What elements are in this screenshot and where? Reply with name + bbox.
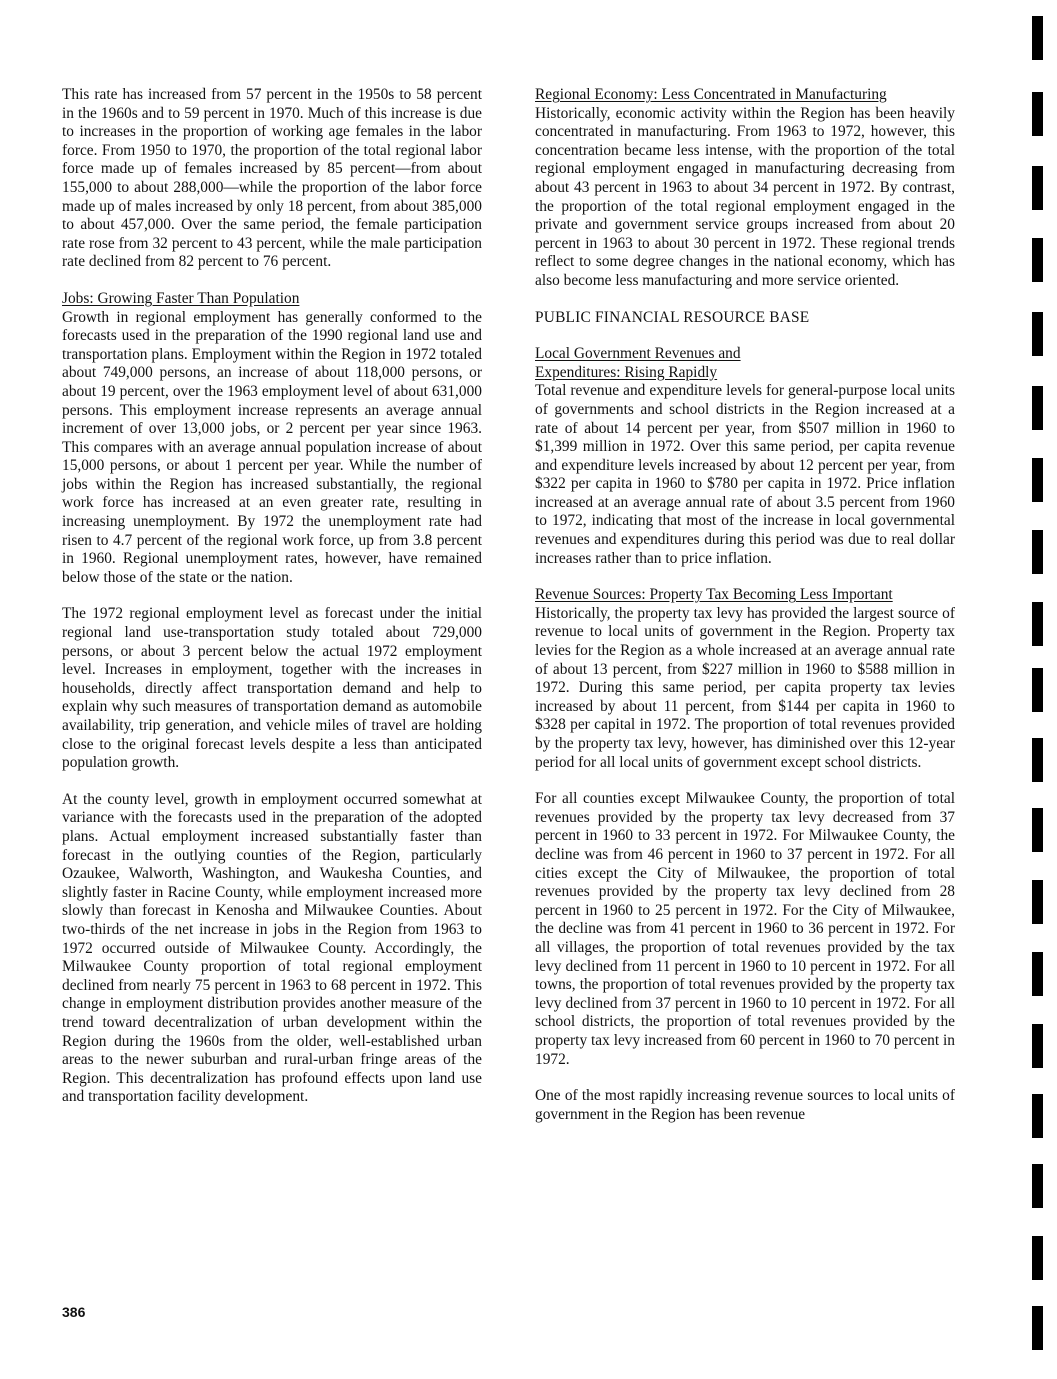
edge-mark <box>1032 1024 1043 1068</box>
body-paragraph: This rate has increased from 57 percent in the 1950s to 58 percent in the 1960s and to 59 percent in 1970. Much of this increase is due to increases in the proportion of working age females in the labor force. From 1950 to 1970, the proportion of the total regional labor force made up of females increased by 85 percent—from about 155,000 to about 288,000—while the proportion of the labor force made up of males increased by only 18 percent, from about 385,000 to about 457,000. Over the same period, the female participation rate rose from 32 percent to 43 percent, while the male participation rate declined from 82 percent to 76 percent. <box>62 86 482 271</box>
subsection-heading-revenues-line2: Expenditures: Rising Rapidly <box>535 363 718 381</box>
edge-mark <box>1032 1236 1043 1280</box>
body-paragraph: One of the most rapidly increasing revenue sources to local units of government in the Region has been revenue <box>535 1087 955 1123</box>
edge-mark <box>1032 668 1043 712</box>
section-heading: PUBLIC FINANCIAL RESOURCE BASE <box>535 308 810 326</box>
edge-mark <box>1032 92 1043 136</box>
edge-mark <box>1032 386 1043 430</box>
edge-mark <box>1032 738 1043 782</box>
subsection-heading-jobs: Jobs: Growing Faster Than Population <box>62 289 300 307</box>
edge-mark <box>1032 16 1043 60</box>
edge-mark <box>1032 808 1043 852</box>
right-column <box>535 86 955 1142</box>
body-paragraph: For all counties except Milwaukee County, the proportion of total revenues provided by the property tax levy decreased from 37 percent in 1960 to 33 percent in 1972. For Milwaukee County, the decline was from 46 percent in 1960 to 37 percent in 1972. For all cities except the City of Milwaukee, the proportion of total revenues provided by the property tax levy declined from 28 percent in 1960 to 25 percent in 1972. For the City of Milwaukee, the decline was from 41 percent in 1960 to 36 percent in 1972. For all villages, the proportion of total revenues provided by the tax levy declined from 11 percent in 1960 to 10 percent in 1972. For all towns, the proportion of total revenues provided by the property tax levy declined from 37 percent in 1960 to 10 percent in 1972. For all school districts, the proportion of total revenues provided by the property tax levy increased from 60 percent in 1960 to 70 percent in 1972. <box>535 790 955 1068</box>
subsection-heading-sources: Revenue Sources: Property Tax Becoming Less Important <box>535 586 893 604</box>
edge-mark <box>1032 312 1043 356</box>
edge-mark <box>1032 458 1043 502</box>
page-number: 386 <box>62 1304 86 1320</box>
body-paragraph: Historically, the property tax levy has provided the largest source of revenue to local units of government in the Region. Property tax levies for the Region as a whole increased at an average annual rate of about 13 percent, from $227 million in 1960 to $588 million in 1972. During this same period, per capita property tax levies increased by about 11 percent, from $144 per capita in 1960 to $328 per capital in 1972. The proportion of total revenues provided by the property tax levy, however, has diminished over this 12-year period for all local units of government except school districts. <box>535 604 955 771</box>
left-column <box>62 86 482 1125</box>
edge-mark <box>1032 1306 1043 1350</box>
body-paragraph: Historically, economic activity within the Region has been heavily concentrated in manufacturing. From 1963 to 1972, however, this concentration became less intense, with the proportion of the total regional employment engaged in manufacturing decreasing from about 43 percent in 1963 to about 34 percent in 1972. By contrast, the proportion of the total regional employment engaged in the private and government service groups increased from about 20 percent in 1963 to about 30 percent in 1972. These regional trends reflect to some degree changes in the national economy, which has also become less manufacturing and more service oriented. <box>535 104 955 289</box>
body-paragraph: Total revenue and expenditure levels for general-purpose local units of governments and school districts in the Region increased at a rate of about 14 percent per year, from $507 million in 1960 to $1,399 million in 1972. Over this same period, per capita revenue and expenditure levels increased by about 12 percent per year, from $322 per capita in 1960 to $780 per capita in 1972. Price inflation increased at an average annual rate of about 3.5 percent from 1960 to 1972, indicating that most of the increase in local governmental revenues and expenditures during this period was due to real dollar increases rather than to price inflation. <box>535 382 955 567</box>
body-paragraph: Growth in regional employment has generally conformed to the forecasts used in the preparation of the 1990 regional land use and transportation plans. Employment within the Region in 1972 totaled about 749,000 persons, an increase of about 118,000 persons, or about 19 percent, over the 1963 employment level of about 631,000 persons. This employment increase represents an average annual increment of over 13,000 jobs, or 2 percent per year since 1963. This compares with an average annual population increase of about 15,000 persons, or about 1 percent per year. While the number of jobs within the Region has increased substantially, the regional work force has increased at an even greater rate, resulting in increasing unemployment. By 1972 the unemployment rate had risen to 4.7 percent of the regional work force, up from 3.8 percent in 1960. Regional unemployment rates, however, have remained below those of the state or the nation. <box>62 308 482 586</box>
edge-mark <box>1032 530 1043 574</box>
body-paragraph: The 1972 regional employment level as forecast under the initial regional land use-transportation study totaled about 729,000 persons, or about 3 percent below the actual 1972 employment level. Increases in employment, together with the increases in households, directly affect transportation demand and help to explain why such measures of transportation demand as automobile availability, trip generation, and vehicle miles of travel are holding close to the original forecast levels despite a less than anticipated population growth. <box>62 605 482 772</box>
edge-mark <box>1032 1094 1043 1138</box>
edge-mark <box>1032 1164 1043 1208</box>
subsection-heading-revenues-line1: Local Government Revenues and <box>535 345 741 363</box>
edge-mark <box>1032 166 1043 210</box>
edge-mark <box>1032 880 1043 924</box>
subsection-heading-economy: Regional Economy: Less Concentrated in Manufacturing <box>535 86 887 103</box>
body-paragraph: At the county level, growth in employment occurred somewhat at variance with the forecasts used in the preparation of the adopted plans. Actual employment increased substantially faster than forecast in the outlying counties of the Region, particularly Ozaukee, Walworth, Washington, and Waukesha Counties, and slightly faster in Racine County, while employment increased more slowly than forecast in Kenosha and Milwaukee Counties. About two-thirds of the net increase in jobs in the Region from 1963 to 1972 occurred outside of Milwaukee County. Accordingly, the Milwaukee County proportion of total regional employment declined from nearly 75 percent in 1963 to 68 percent in 1972. This change in employment distribution provides another measure of the trend toward decentralization of urban development within the Region during the 1960s from the older, well-established urban areas to the newer suburban and rural-urban fringe areas of the Region. This decentralization has profound effects upon land use and transportation facility development. <box>62 790 482 1106</box>
edge-mark <box>1032 602 1043 646</box>
edge-mark <box>1032 952 1043 996</box>
edge-mark <box>1032 238 1043 282</box>
